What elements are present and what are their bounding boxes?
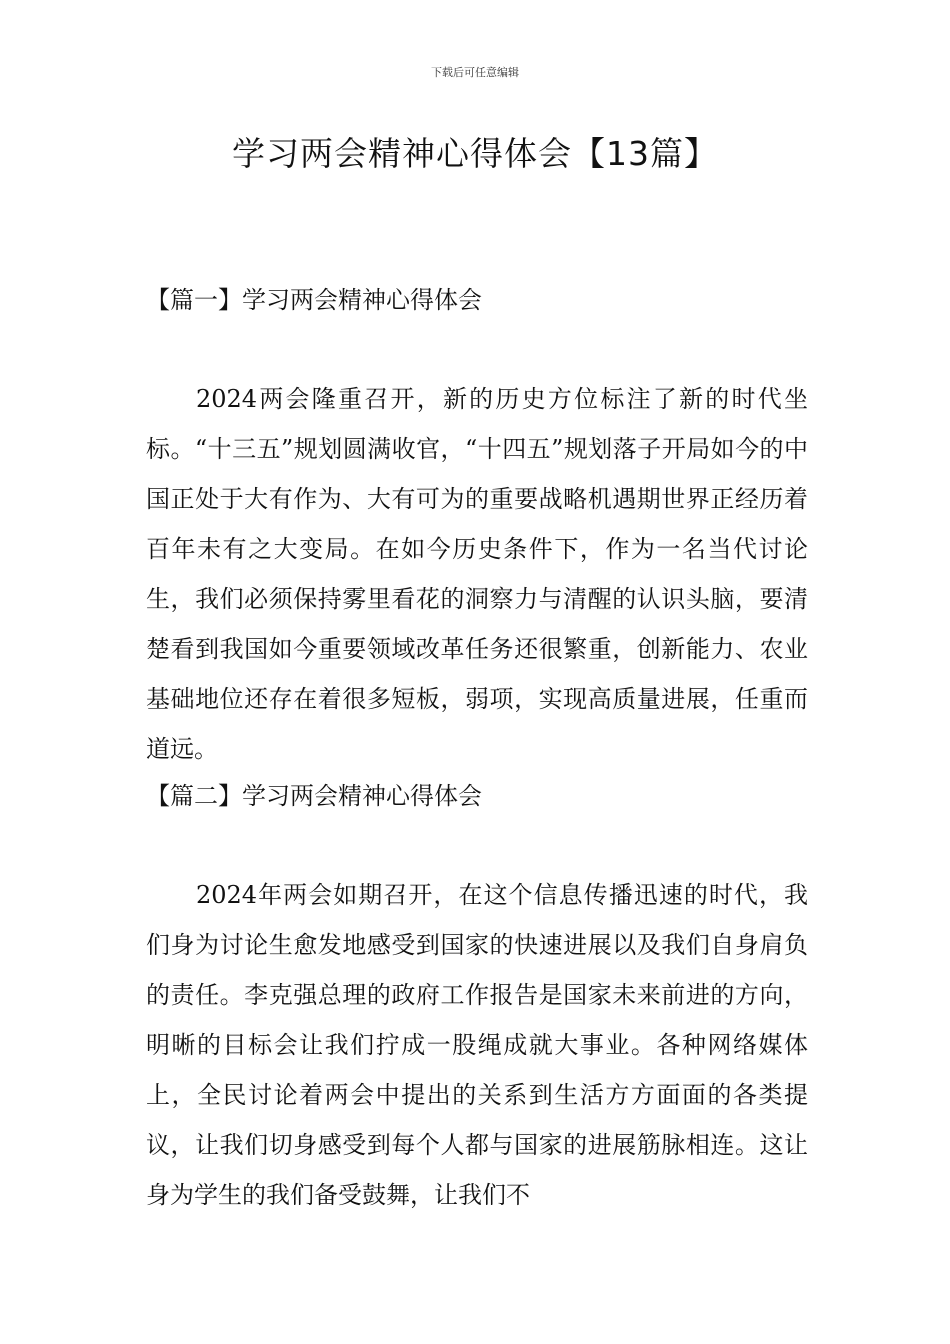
section-2 — [146, 780, 808, 1220]
section-heading: 【篇一】学习两会精神心得体会 — [146, 286, 482, 314]
document-title: 学习两会精神心得体会【13篇】 — [232, 134, 718, 173]
header-note: 下载后可任意编辑 — [431, 66, 519, 79]
section-1 — [146, 284, 808, 774]
section-heading: 【篇二】学习两会精神心得体会 — [146, 782, 482, 810]
section-paragraph: 2024两会隆重召开，新的历史方位标注了新的时代坐标。“十三五”规划圆满收官，“十四五”规划落子开局如今的中国正处于大有作为、大有可为的重要战略机遇期世界正经历着百年未有之大变局。在如今历史条件下，作为一名当代讨论生，我们必须保持雾里看花的洞察力与清醒的认识头脑，要清楚看到我国如今重要领域改革任务还很繁重，创新能力、农业基础地位还存在着很多短板，弱项，实现高质量进展，任重而道远。 — [146, 385, 808, 763]
section-paragraph: 2024年两会如期召开，在这个信息传播迅速的时代，我们身为讨论生愈发地感受到国家的快速进展以及我们自身肩负的责任。李克强总理的政府工作报告是国家未来前进的方向，明晰的目标会让我们拧成一股绳成就大事业。各种网络媒体上，全民讨论着两会中提出的关系到生活方方面面的各类提议，让我们切身感受到每个人都与国家的进展筋脉相连。这让身为学生的我们备受鼓舞，让我们不 — [146, 881, 808, 1209]
